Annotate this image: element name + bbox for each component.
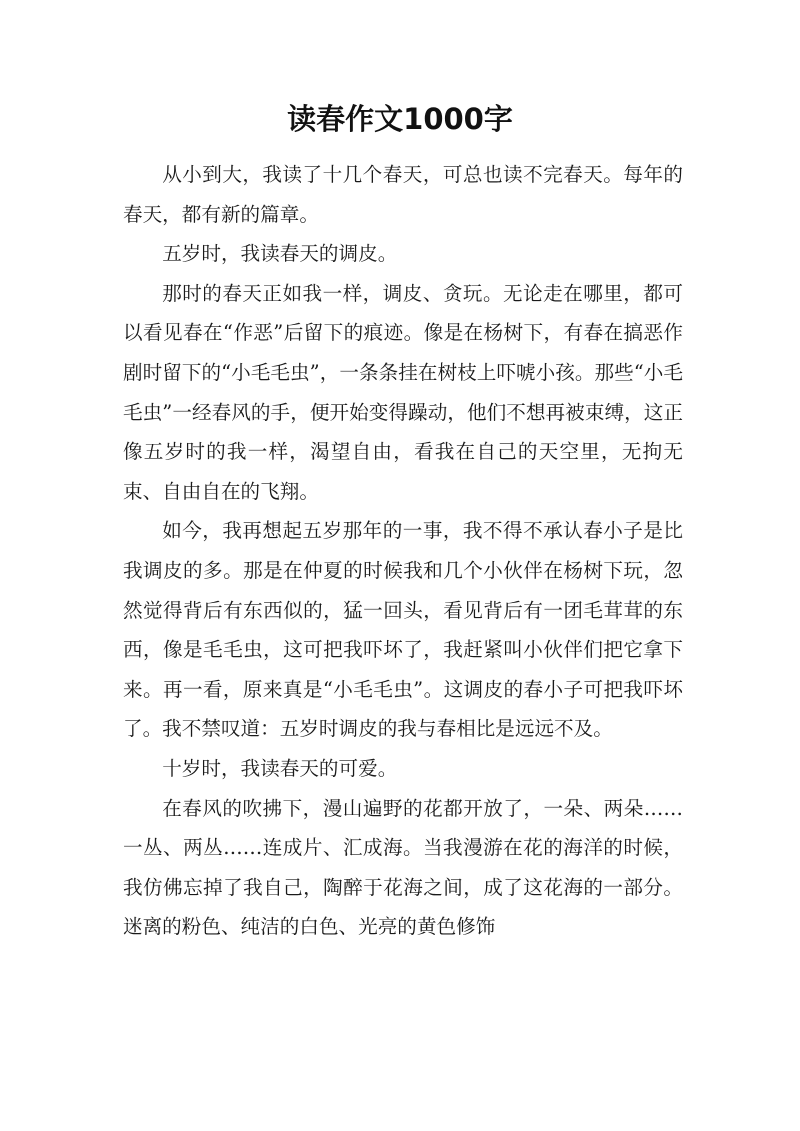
paragraph-5: 十岁时，我读春天的可爱。 bbox=[162, 756, 398, 780]
paragraph-6: 在春风的吹拂下，漫山遍野的花都开放了，一朵、两朵……一丛、两丛……连成片、汇成海。当我漫游在花的海洋的时候，我仿佛忘掉了我自己，陶醉于花海之间，成了这花海的一部分。迷离的粉色、纯洁的白色、光亮的黄色修饰 bbox=[123, 796, 683, 939]
paragraph-2: 五岁时，我读春天的调皮。 bbox=[162, 242, 398, 266]
page-title: 读春作文1000字 bbox=[287, 102, 513, 136]
article-body bbox=[123, 155, 683, 947]
paragraph-1: 从小到大，我读了十几个春天，可总也读不完春天。每年的春天，都有新的篇章。 bbox=[123, 163, 683, 226]
paragraph-4: 如今，我再想起五岁那年的一事，我不得不承认春小子是比我调皮的多。那是在仲夏的时候我和几个小伙伴在杨树下玩，忽然觉得背后有东西似的，猛一回头，看见背后有一团毛茸茸的东西，像是毛毛虫，这可把我吓坏了，我赶紧叫小伙伴们把它拿下来。再一看，原来真是“小毛毛虫”。这调皮的春小子可把我吓坏了。我不禁叹道：五岁时调皮的我与春相比是远远不及。 bbox=[123, 519, 683, 741]
paragraph-3: 那时的春天正如我一样，调皮、贪玩。无论走在哪里，都可以看见春在“作恶”后留下的痕迹。像是在杨树下，有春在搞恶作剧时留下的“小毛毛虫”，一条条挂在树枝上吓唬小孩。那些“小毛毛虫”一经春风的手，便开始变得躁动，他们不想再被束缚，这正像五岁时的我一样，渴望自由，看我在自己的天空里，无拘无束、自由自在的飞翔。 bbox=[123, 281, 683, 503]
